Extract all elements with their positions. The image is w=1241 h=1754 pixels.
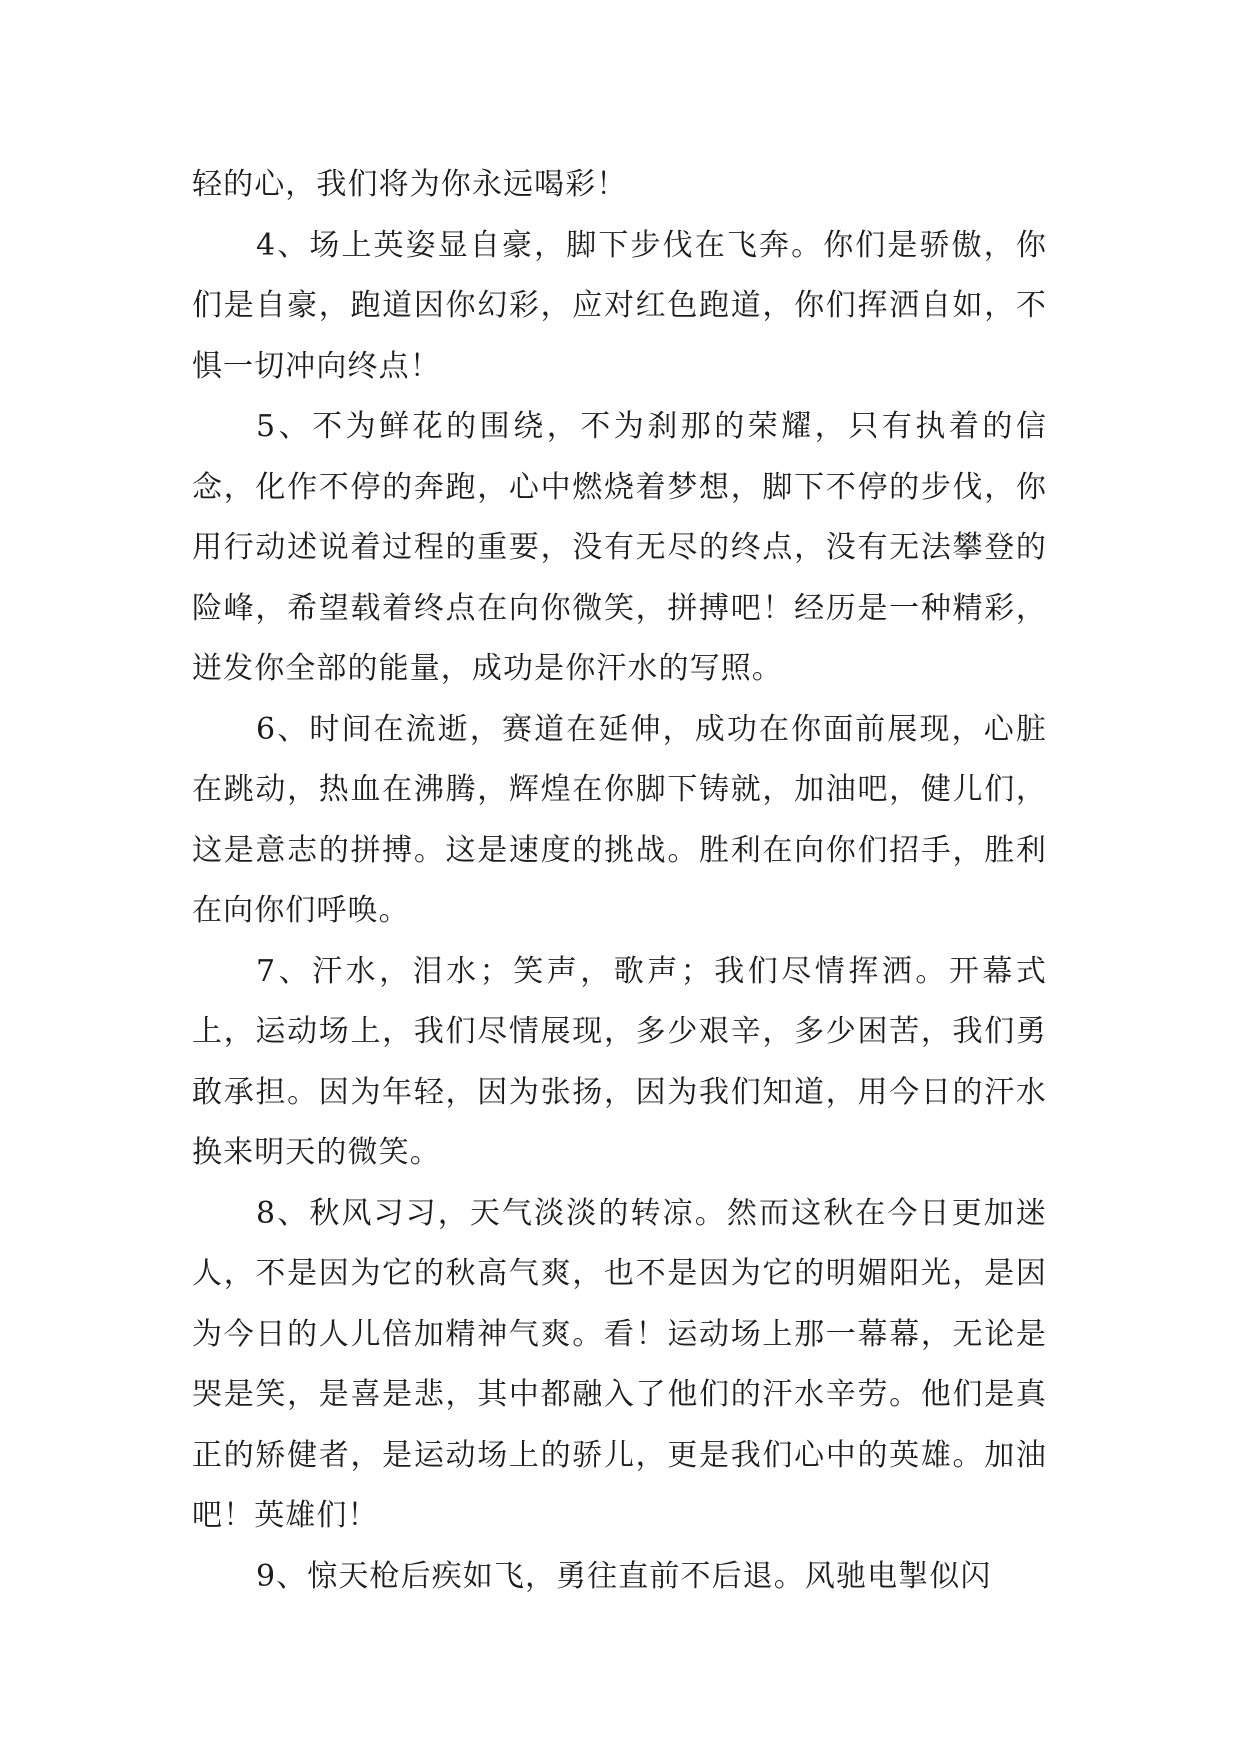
paragraph-continuation: 轻的心，我们将为你永远喝彩！ <box>192 167 628 202</box>
paragraph-item-9: 9、惊天枪后疾如飞，勇往直前不后退。风驰电掣似闪 <box>256 1558 992 1594</box>
paragraph-item-7: 7、汗水，泪水；笑声，歌声；我们尽情挥洒。开幕式上，运动场上，我们尽情展现，多少艰辛，多少困苦，我们勇敢承担。因为年轻，因为张扬，因为我们知道，用今日的汗水换来明天的微笑。 <box>192 953 1047 1170</box>
paragraph-item-6: 6、时间在流逝，赛道在延伸，成功在你面前展现，心脏在跳动，热血在沸腾，辉煌在你脚下铸就，加油吧，健儿们，这是意志的拼搏。这是速度的挑战。胜利在向你们招手，胜利在向你们呼唤。 <box>192 711 1047 928</box>
paragraph-item-5: 5、不为鲜花的围绕，不为刹那的荣耀，只有执着的信念，化作不停的奔跑，心中燃烧着梦想，脚下不停的步伐，你用行动述说着过程的重要，没有无尽的终点，没有无法攀登的险峰，希望载着终点在向你微笑，拼搏吧！经历是一种精彩，迸发你全部的能量，成功是你汗水的写照。 <box>192 409 1047 686</box>
paragraph-item-8: 8、秋风习习，天气淡淡的转凉。然而这秋在今日更加迷人，不是因为它的秋高气爽，也不是因为它的明媚阳光，是因为今日的人儿倍加精神气爽。看！运动场上那一幕幕，无论是哭是笑，是喜是悲，其中都融入了他们的汗水辛劳。他们是真正的矫健者，是运动场上的骄儿，更是我们心中的英雄。加油吧！英雄们！ <box>192 1195 1047 1533</box>
document-body <box>192 155 1047 1607</box>
paragraph-item-4: 4、场上英姿显自豪，脚下步伐在飞奔。你们是骄傲，你们是自豪，跑道因你幻彩，应对红色跑道，你们挥洒自如，不惧一切冲向终点！ <box>192 227 1047 384</box>
